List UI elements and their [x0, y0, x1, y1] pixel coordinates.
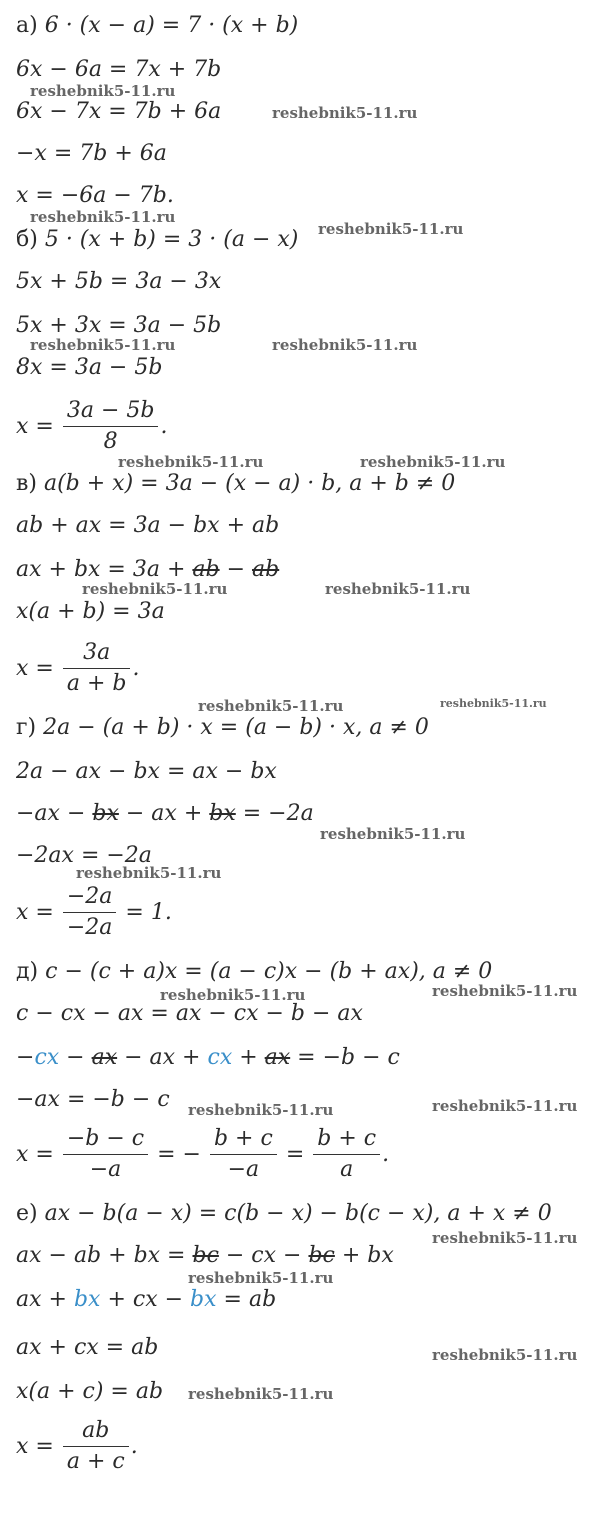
highlighted-term: cx	[34, 1045, 60, 1070]
part-b-equation	[16, 226, 298, 254]
watermark-text: reshebnik5-11.ru	[188, 1269, 334, 1287]
part-b-step-2: 5x + 3x = 3a − 5b	[16, 313, 222, 338]
cancelled-term: ax	[264, 1045, 291, 1070]
part-b-answer	[16, 396, 167, 457]
part-a-equation	[16, 12, 298, 40]
answer-end: .	[130, 1434, 138, 1459]
expr-text: −	[16, 1045, 35, 1070]
watermark-text: reshebnik5-11.ru	[432, 1097, 578, 1115]
part-d-equation	[16, 958, 492, 986]
watermark-text: reshebnik5-11.ru	[30, 82, 176, 100]
equation-text: 2a − (a + b) · x = (a − b) · x, a ≠ 0	[43, 715, 429, 740]
watermark-text: reshebnik5-11.ru	[198, 697, 344, 715]
equals-sign: =	[285, 1142, 305, 1167]
part-e-step-1	[16, 1242, 394, 1270]
fraction	[210, 1124, 277, 1185]
fraction	[63, 882, 117, 943]
answer-end: = 1.	[125, 900, 172, 925]
part-g-equation	[16, 714, 429, 742]
fraction-numerator: b + c	[313, 1124, 380, 1155]
watermark-text: reshebnik5-11.ru	[320, 825, 466, 843]
part-label: в)	[16, 471, 37, 496]
equation-text: a(b + x) = 3a − (x − a) · b, a + b ≠ 0	[43, 471, 456, 496]
expr-text: −	[59, 1045, 92, 1070]
highlighted-term: bx	[190, 1287, 217, 1312]
part-v-step-3: x(a + b) = 3a	[16, 599, 165, 624]
watermark-text: reshebnik5-11.ru	[272, 336, 418, 354]
part-g-step-1: 2a − ax − bx = ax − bx	[16, 759, 277, 784]
fraction-denominator: 8	[103, 429, 118, 454]
expr-text: ax + bx = 3a +	[16, 557, 193, 582]
fraction	[63, 638, 131, 699]
fraction	[313, 1124, 380, 1185]
part-g-step-3: −2ax = −2a	[16, 843, 152, 868]
expr-text: + bx	[334, 1243, 394, 1268]
answer-end: .	[160, 414, 168, 439]
fraction-denominator: a + c	[66, 1449, 125, 1474]
part-e-step-2	[16, 1286, 276, 1314]
part-label: д)	[16, 959, 39, 984]
fraction-denominator: −a	[227, 1157, 260, 1182]
fraction	[63, 396, 159, 457]
answer-lhs: x =	[16, 656, 54, 681]
part-label: а)	[16, 13, 38, 38]
part-a-step-3: −x = 7b + 6a	[16, 141, 167, 166]
equation-text: 5 · (x + b) = 3 · (a − x)	[44, 227, 299, 252]
watermark-text: reshebnik5-11.ru	[188, 1385, 334, 1403]
cancelled-term: bc	[192, 1243, 219, 1268]
expr-text: ax − ab + bx =	[16, 1243, 193, 1268]
part-e-equation	[16, 1200, 552, 1228]
expr-text: = −2a	[235, 801, 314, 826]
part-b-step-3: 8x = 3a − 5b	[16, 355, 163, 380]
expr-text: +	[232, 1045, 265, 1070]
part-a-step-2: 6x − 7x = 7b + 6a	[16, 99, 222, 124]
watermark-text: reshebnik5-11.ru	[30, 208, 176, 226]
expr-text: − ax +	[118, 801, 210, 826]
answer-end: .	[382, 1142, 390, 1167]
expr-text: − ax +	[117, 1045, 208, 1070]
watermark-text: reshebnik5-11.ru	[325, 580, 471, 598]
watermark-text: reshebnik5-11.ru	[440, 697, 547, 710]
part-label: г)	[16, 715, 37, 740]
expr-text: = −b − c	[290, 1045, 400, 1070]
part-e-step-4: x(a + c) = ab	[16, 1379, 164, 1404]
equals-minus: = −	[157, 1142, 201, 1167]
watermark-text: reshebnik5-11.ru	[188, 1101, 334, 1119]
part-g-answer	[16, 882, 172, 943]
part-label: б)	[16, 227, 38, 252]
fraction-numerator: ab	[63, 1416, 129, 1447]
fraction-numerator: 3a − 5b	[63, 396, 159, 427]
cancelled-term: bx	[92, 801, 119, 826]
watermark-text: reshebnik5-11.ru	[318, 220, 464, 238]
fraction-numerator: −2a	[63, 882, 117, 913]
part-label: е)	[16, 1201, 38, 1226]
answer-end: .	[132, 656, 140, 681]
watermark-text: reshebnik5-11.ru	[160, 986, 306, 1004]
watermark-text: reshebnik5-11.ru	[82, 580, 228, 598]
cancelled-term: bc	[308, 1243, 335, 1268]
part-v-answer	[16, 638, 139, 699]
cancelled-term: bx	[209, 801, 236, 826]
equation-text: c − (c + a)x = (a − c)x − (b + ax), a ≠ 0	[45, 959, 493, 984]
fraction-denominator: −2a	[66, 915, 113, 940]
fraction-numerator: −b − c	[63, 1124, 148, 1155]
part-d-step-1: c − cx − ax = ax − cx − b − ax	[16, 1001, 363, 1026]
part-a-step-1: 6x − 6a = 7x + 7b	[16, 57, 222, 82]
watermark-text: reshebnik5-11.ru	[432, 1229, 578, 1247]
watermark-text: reshebnik5-11.ru	[118, 453, 264, 471]
part-e-step-3: ax + cx = ab	[16, 1335, 159, 1360]
expr-text: = ab	[216, 1287, 277, 1312]
expr-text: + cx −	[100, 1287, 191, 1312]
watermark-text: reshebnik5-11.ru	[272, 104, 418, 122]
part-d-step-3: −ax = −b − c	[16, 1087, 170, 1112]
watermark-text: reshebnik5-11.ru	[76, 864, 222, 882]
part-g-step-2	[16, 800, 314, 828]
equation-text: 6 · (x − a) = 7 · (x + b)	[44, 13, 299, 38]
part-d-step-2	[16, 1044, 400, 1072]
expr-text: −	[219, 557, 253, 582]
fraction-numerator: b + c	[210, 1124, 277, 1155]
part-e-answer	[16, 1416, 138, 1477]
cancelled-term: ab	[252, 557, 280, 582]
watermark-text: reshebnik5-11.ru	[360, 453, 506, 471]
fraction-numerator: 3a	[63, 638, 131, 669]
fraction-denominator: a + b	[66, 671, 127, 696]
answer-lhs: x =	[16, 1142, 54, 1167]
fraction-denominator: −a	[89, 1157, 122, 1182]
part-v-step-1: ab + ax = 3a − bx + ab	[16, 513, 280, 538]
highlighted-term: bx	[73, 1287, 101, 1312]
equation-text: ax − b(a − x) = c(b − x) − b(c − x), a + x ≠ 0	[44, 1201, 552, 1226]
part-d-answer	[16, 1124, 389, 1185]
part-a-answer: x = −6a − 7b.	[16, 183, 174, 208]
cancelled-term: ax	[91, 1045, 118, 1070]
answer-lhs: x =	[16, 1434, 54, 1459]
fraction-denominator: a	[340, 1157, 354, 1182]
expr-text: ax +	[16, 1287, 74, 1312]
watermark-text: reshebnik5-11.ru	[432, 1346, 578, 1364]
fraction	[63, 1416, 129, 1477]
watermark-text: reshebnik5-11.ru	[432, 982, 578, 1000]
part-b-step-1: 5x + 5b = 3a − 3x	[16, 269, 222, 294]
fraction	[63, 1124, 148, 1185]
highlighted-term: cx	[207, 1045, 233, 1070]
expr-text: −ax −	[16, 801, 93, 826]
cancelled-term: ab	[192, 557, 220, 582]
watermark-text: reshebnik5-11.ru	[30, 336, 176, 354]
part-v-equation	[16, 470, 455, 498]
expr-text: − cx −	[218, 1243, 309, 1268]
answer-lhs: x =	[16, 900, 54, 925]
answer-lhs: x =	[16, 414, 54, 439]
